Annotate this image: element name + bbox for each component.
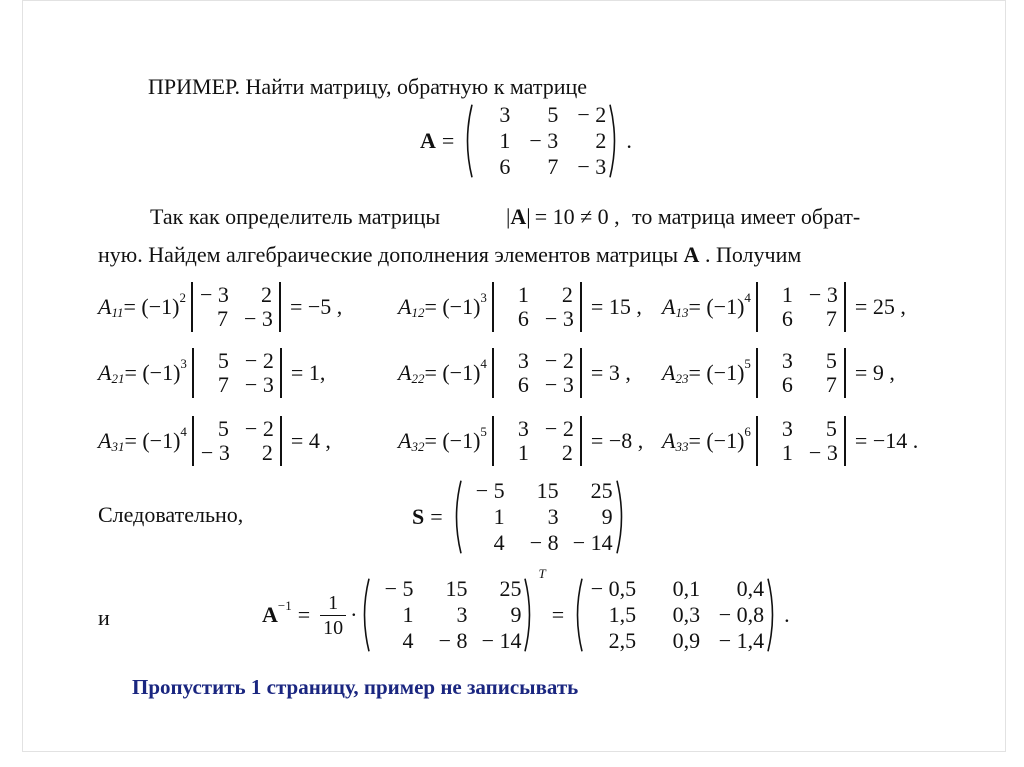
- cofactor-symbol: A: [662, 360, 676, 385]
- matrix-cell: 3: [456, 602, 468, 627]
- equals-sign: =: [430, 504, 443, 529]
- matrix-cell: − 3: [577, 154, 607, 179]
- inverse-superscript: −1: [277, 597, 292, 613]
- matrix-grid: [201, 350, 273, 396]
- matrix-cell: 4: [402, 628, 414, 653]
- cofactor-equation: [662, 350, 895, 396]
- matrix-a-equation: [420, 104, 632, 178]
- right-paren: [608, 104, 620, 178]
- cofactor-power: 5: [480, 423, 487, 439]
- cofactor-result: = −5 ,: [289, 294, 343, 319]
- cofactor-result: = 9 ,: [854, 360, 895, 385]
- inverse-tail: .: [784, 602, 790, 627]
- inverse-label: A: [262, 602, 278, 627]
- matrix-cell: 5: [217, 416, 229, 441]
- cofactor-sign-base: = (−1): [688, 360, 745, 385]
- matrix-cell: − 3: [243, 306, 273, 331]
- cofactor-equation: [662, 284, 906, 330]
- matrix-cell: 15: [445, 576, 468, 601]
- matrix-cell: 0,9: [672, 628, 701, 653]
- cofactor-sign-base: = (−1): [688, 428, 745, 453]
- matrix-cell: 1: [781, 440, 793, 465]
- matrix-cell: 25: [499, 576, 522, 601]
- cofactor-result: = 25 ,: [854, 294, 906, 319]
- matrix-cell: 1: [781, 282, 793, 307]
- cofactor-sign-base: = (−1): [688, 294, 745, 319]
- cofactor-symbol: A: [398, 428, 412, 453]
- fraction-denominator: 10: [320, 615, 346, 638]
- matrix-cell: 3: [517, 416, 529, 441]
- paragraph-line-2-suffix: . Получим: [704, 242, 802, 267]
- matrix-cell: 1: [402, 602, 414, 627]
- matrix-cell: − 1,4: [718, 628, 765, 653]
- right-paren: [615, 480, 627, 554]
- matrix-cell: − 14: [572, 530, 613, 555]
- right-paren: [766, 578, 778, 652]
- equals-sign: =: [441, 128, 455, 153]
- cofactor-equation: [98, 284, 342, 330]
- matrix-cell: − 3: [544, 372, 574, 397]
- matrix-cell: 3: [499, 102, 511, 127]
- minor-determinant: [189, 418, 285, 464]
- matrix-cell: − 2: [544, 348, 574, 373]
- matrix-cell: − 2: [244, 348, 274, 373]
- minor-determinant: [489, 350, 585, 396]
- left-paren: [359, 578, 371, 652]
- cofactor-power: 3: [480, 289, 487, 305]
- determinant-expression: [506, 206, 620, 228]
- matrix-grid: [465, 480, 613, 554]
- multiply-dot: ·: [350, 602, 358, 627]
- cofactor-index: 22: [411, 370, 425, 386]
- cofactor-equation: [662, 418, 918, 464]
- cofactor-index: 11: [111, 304, 124, 320]
- matrix-cell: − 3: [808, 440, 838, 465]
- matrix-cell: 3: [547, 504, 559, 529]
- matrix-grid: [201, 418, 273, 464]
- matrix-cell: − 14: [481, 628, 522, 653]
- cofactor-equation: [98, 418, 331, 464]
- cofactor-result: = 3 ,: [590, 360, 631, 385]
- matrix-cell: 7: [217, 372, 229, 397]
- matrix-grid: [501, 350, 573, 396]
- cofactor-power: 5: [744, 355, 751, 371]
- matrix-cell: 6: [517, 306, 529, 331]
- matrix-cell: 15: [536, 478, 559, 503]
- matrix-cell: 7: [825, 372, 837, 397]
- matrix-s-copy: [359, 578, 535, 652]
- cofactor-symbol: A: [98, 360, 112, 385]
- matrix-cell: − 3: [244, 372, 274, 397]
- cofactor-index: 23: [675, 370, 689, 386]
- cofactor-symbol: A: [398, 360, 412, 385]
- minor-determinant: [753, 350, 849, 396]
- matrix-cell: 1: [517, 282, 529, 307]
- cofactor-symbol: A: [398, 294, 412, 319]
- matrix-grid: [200, 284, 272, 330]
- matrix-cell: 7: [825, 306, 837, 331]
- matrix-grid: [373, 578, 521, 652]
- matrix-cell: − 5: [475, 478, 505, 503]
- cofactor-sign-base: = (−1): [124, 360, 181, 385]
- matrix-grid: [476, 104, 606, 178]
- matrix-cell: 2,5: [608, 628, 637, 653]
- fraction-one-tenth: [320, 593, 346, 638]
- cofactor-index: 13: [675, 304, 689, 320]
- cofactor-power: 4: [744, 289, 751, 305]
- cofactor-symbol: A: [98, 428, 112, 453]
- matrix-cell: 0,3: [672, 602, 701, 627]
- cofactor-power: 4: [480, 355, 487, 371]
- matrix-cell: 9: [601, 504, 613, 529]
- cofactor-sign-base: = (−1): [123, 294, 180, 319]
- cofactor-sign-base: = (−1): [424, 360, 481, 385]
- minor-determinant: [189, 350, 285, 396]
- matrix-cell: 3: [781, 416, 793, 441]
- cofactor-symbol: A: [98, 294, 112, 319]
- matrix-cell: 7: [216, 306, 228, 331]
- minor-determinant: [489, 284, 585, 330]
- paragraph-line-2: [98, 244, 801, 266]
- matrix-s: [451, 480, 627, 554]
- matrix-grid: [765, 350, 837, 396]
- paragraph-line-2-prefix: ную. Найдем алгебраические дополнения элементов матрицы: [98, 242, 679, 267]
- example-heading: ПРИМЕР. Найти матрицу, обратную к матрице: [148, 74, 588, 99]
- matrix-cell: 9: [510, 602, 522, 627]
- matrix-a-tail: .: [626, 128, 632, 153]
- left-paren: [462, 104, 474, 178]
- cofactor-result: = −14 .: [854, 428, 919, 453]
- cofactor-sign-base: = (−1): [424, 428, 481, 453]
- matrix-cell: 2: [260, 282, 272, 307]
- det-open-bar: |: [506, 204, 511, 229]
- matrix-cell: − 0,5: [590, 576, 637, 601]
- cofactor-result: = 1,: [290, 360, 326, 385]
- fraction-numerator: 1: [328, 591, 339, 614]
- matrix-cell: 1: [517, 440, 529, 465]
- matrix-cell: 6: [517, 372, 529, 397]
- det-matrix-label: A: [510, 204, 527, 229]
- left-paren: [572, 578, 584, 652]
- matrix-grid: [501, 418, 573, 464]
- det-close-bar: |: [526, 204, 531, 229]
- cofactor-result: = −8 ,: [590, 428, 644, 453]
- matrix-cell: 2: [561, 282, 573, 307]
- right-paren: [523, 578, 535, 652]
- matrix-cell: 7: [547, 154, 559, 179]
- matrix-cell: 5: [547, 102, 559, 127]
- matrix-cell: − 3: [529, 128, 559, 153]
- cofactor-index: 32: [411, 438, 425, 454]
- cofactor-equation: [98, 350, 325, 396]
- equals-sign: =: [551, 602, 565, 627]
- matrix-s-label: S: [412, 504, 425, 529]
- matrix-cell: − 8: [529, 530, 559, 555]
- matrix-cell: − 3: [199, 282, 229, 307]
- matrix-cell: 1: [499, 128, 511, 153]
- matrix-cell: 6: [781, 306, 793, 331]
- matrix-cell: 2: [595, 128, 607, 153]
- inverse-equation: [262, 565, 790, 653]
- cofactor-index: 31: [111, 438, 125, 454]
- cofactor-index: 33: [675, 438, 689, 454]
- matrix-cell: − 3: [200, 440, 230, 465]
- matrix-s-equation: [412, 480, 629, 554]
- cofactor-sign-base: = (−1): [424, 294, 481, 319]
- matrix-cell: − 0,8: [718, 602, 765, 627]
- cofactor-result: = 15 ,: [590, 294, 642, 319]
- cofactor-sign-base: = (−1): [124, 428, 181, 453]
- matrix-cell: 0,4: [736, 576, 765, 601]
- cofactor-index: 21: [111, 370, 125, 386]
- det-value: = 10 ≠ 0 ,: [534, 204, 620, 229]
- cofactor-power: 2: [179, 289, 186, 305]
- matrix-cell: 5: [825, 416, 837, 441]
- matrix-cell: 4: [493, 530, 505, 555]
- cofactor-power: 6: [744, 423, 751, 439]
- matrix-cell: 3: [517, 348, 529, 373]
- cofactor-result: = 4 ,: [290, 428, 331, 453]
- matrix-grid: [765, 418, 837, 464]
- therefore-label: Следовательно,: [98, 502, 244, 527]
- matrix-cell: − 8: [438, 628, 468, 653]
- paragraph-line-1-prefix: Так как определитель матрицы: [150, 204, 441, 229]
- and-word: и: [98, 605, 110, 630]
- cofactor-symbol: A: [662, 428, 676, 453]
- inverse-result-matrix: [572, 578, 778, 652]
- equals-sign: =: [297, 602, 311, 627]
- cofactor-equation: [398, 350, 631, 396]
- minor-determinant: [489, 418, 585, 464]
- left-paren: [451, 480, 463, 554]
- matrix-cell: − 2: [544, 416, 574, 441]
- matrix-cell: 5: [825, 348, 837, 373]
- cofactor-index: 12: [411, 304, 425, 320]
- minor-determinant: [188, 284, 284, 330]
- skip-page-note: Пропустить 1 страницу, пример не записывать: [132, 675, 579, 699]
- paragraph-line-2-label: A: [683, 242, 700, 267]
- matrix-a: [462, 104, 620, 178]
- cofactor-power: 3: [180, 355, 187, 371]
- matrix-grid: [765, 284, 837, 330]
- cofactor-power: 4: [180, 423, 187, 439]
- matrix-a-label: A: [420, 128, 436, 153]
- matrix-cell: 2: [561, 440, 573, 465]
- transpose-superscript: T: [538, 565, 546, 581]
- matrix-cell: − 2: [577, 102, 607, 127]
- matrix-cell: 1,5: [608, 602, 637, 627]
- paragraph-line-1-suffix: то матрица имеет обрат-: [632, 204, 861, 229]
- matrix-cell: − 5: [384, 576, 414, 601]
- matrix-cell: 6: [499, 154, 511, 179]
- matrix-cell: 6: [781, 372, 793, 397]
- cofactor-symbol: A: [662, 294, 676, 319]
- cofactor-equation: [398, 418, 643, 464]
- matrix-cell: − 2: [244, 416, 274, 441]
- matrix-cell: 3: [781, 348, 793, 373]
- matrix-cell: 1: [493, 504, 505, 529]
- matrix-grid: [586, 578, 764, 652]
- minor-determinant: [753, 284, 849, 330]
- matrix-cell: 5: [217, 348, 229, 373]
- matrix-grid: [501, 284, 573, 330]
- matrix-cell: − 3: [544, 306, 574, 331]
- matrix-cell: − 3: [808, 282, 838, 307]
- minor-determinant: [753, 418, 849, 464]
- cofactor-equation: [398, 284, 642, 330]
- matrix-cell: 0,1: [672, 576, 701, 601]
- matrix-cell: 2: [261, 440, 273, 465]
- matrix-cell: 25: [590, 478, 613, 503]
